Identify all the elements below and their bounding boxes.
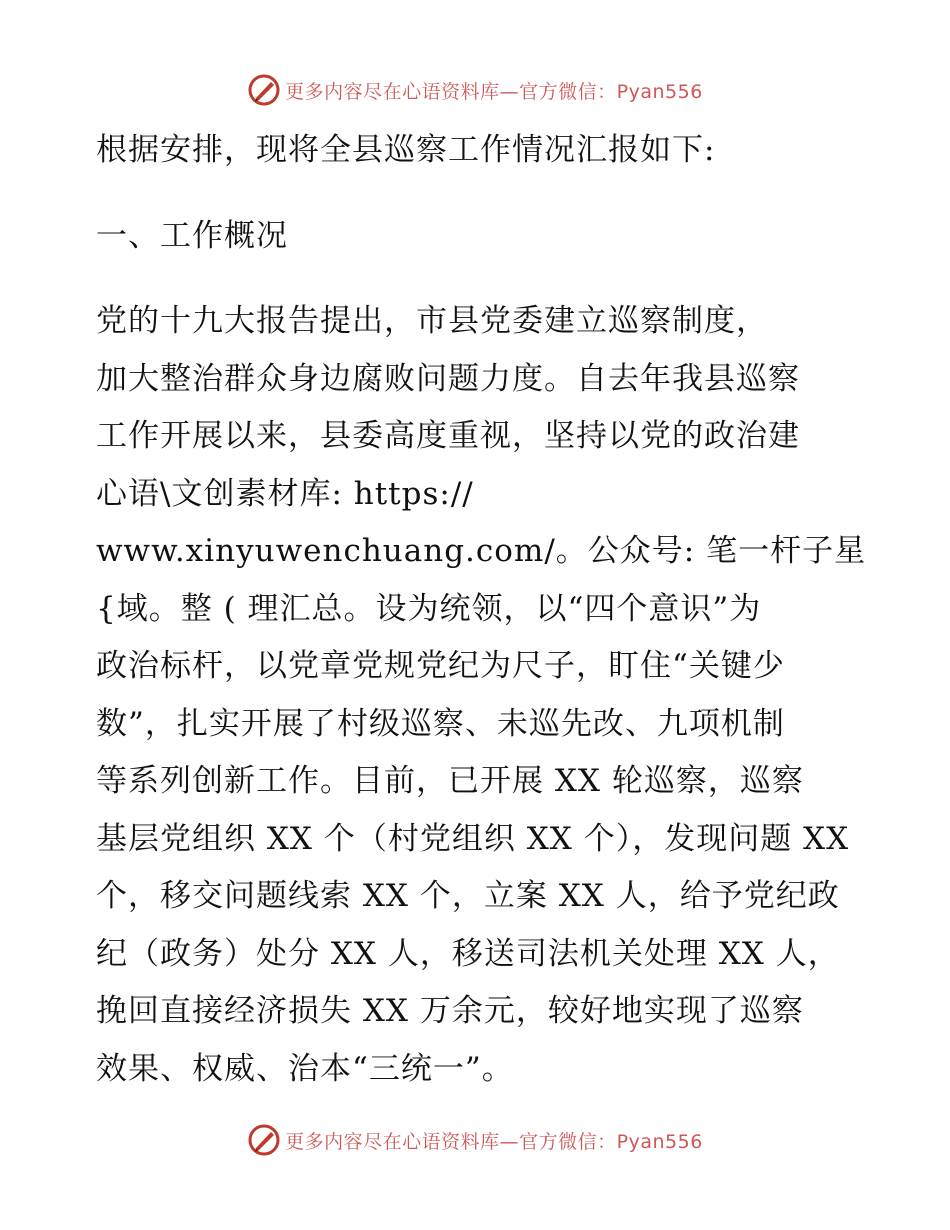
- body-paragraph: [96, 293, 867, 1098]
- text-line: {域。整 ( 理汇总。设为统领，以“四个意识”为: [96, 590, 762, 627]
- text-line: 工作开展以来，县委高度重视，坚持以党的政治建: [96, 418, 800, 454]
- banner-text: 更多内容尽在心语资料库—官方微信：Pyan556: [285, 1130, 703, 1153]
- intro-paragraph: 根据安排，现将全县巡察工作情况汇报如下:: [96, 132, 716, 168]
- pen-circle-logo-icon: [247, 1123, 281, 1157]
- text-line: 个，移交问题线索 XX 个，立案 XX 人，给予党纪政: [96, 878, 840, 914]
- text-line: 纪（政务）处分 XX 人，移送司法机关处理 XX 人，: [96, 935, 840, 972]
- text-line: 政治标杆，以党章党规党纪为尺子，盯住“关键少: [96, 648, 785, 684]
- text-line: 等系列创新工作。目前，已开展 XX 轮巡察，巡察: [96, 763, 804, 799]
- text-line: 挽回直接经济损失 XX 万余元，较好地实现了巡察: [96, 993, 804, 1029]
- header-banner: [0, 70, 950, 110]
- text-line: 效果、权威、治本“三统一”。: [96, 1050, 514, 1087]
- text-line: 党的十九大报告提出，市县党委建立巡察制度，: [96, 303, 768, 339]
- section-heading: 一、工作概况: [96, 217, 288, 254]
- text-line: 加大整治群众身边腐败问题力度。自去年我县巡察: [96, 360, 800, 397]
- document-body: [96, 122, 867, 1098]
- text-line: 基层党组织 XX 个（村党组织 XX 个），发现问题 XX: [96, 820, 850, 857]
- banner-text: 更多内容尽在心语资料库—官方微信：Pyan556: [285, 80, 703, 103]
- footer-banner: [0, 1120, 950, 1160]
- text-line: 数”，扎实开展了村级巡察、未巡先改、九项机制: [96, 705, 785, 742]
- text-line: www.xinyuwenchuang.com/。公众号: 笔一杆子星: [96, 533, 867, 569]
- text-line: 心语\文创素材库: https://: [96, 475, 474, 512]
- pen-circle-logo-icon: [247, 73, 281, 107]
